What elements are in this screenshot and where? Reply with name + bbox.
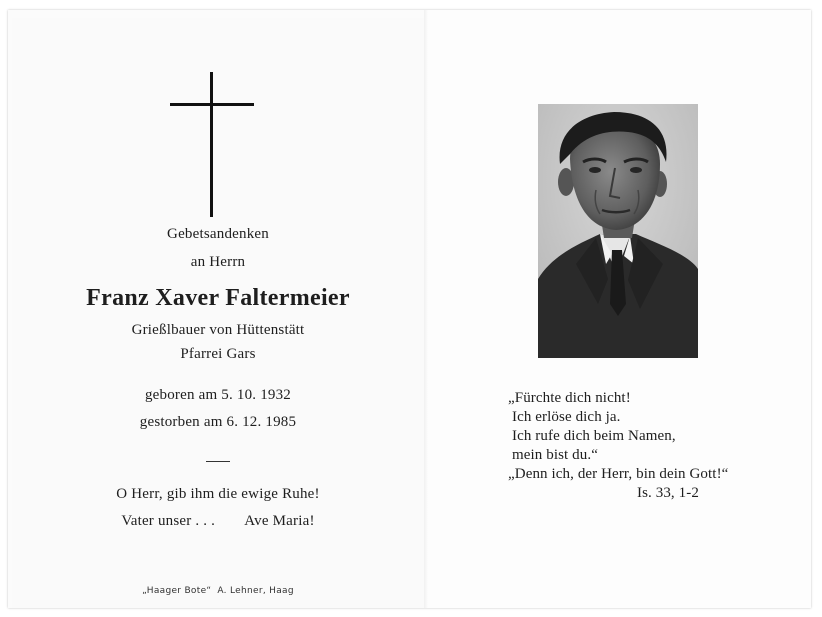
printer-location: A. Lehner, Haag: [217, 586, 294, 596]
memorial-card: [8, 10, 811, 608]
verse-line-5: „Denn ich, der Herr, bin dein Gott!“: [508, 466, 729, 482]
printer-imprint: [12, 586, 424, 596]
salutation-text: an Herrn: [190, 254, 246, 270]
right-panel: [428, 10, 811, 608]
closing-our-father: Vater unser . . .: [121, 513, 216, 529]
deceased-name: Franz Xaver Faltermeier: [86, 285, 350, 311]
verse-line-2: Ich erlöse dich ja.: [512, 409, 621, 425]
verse-line-1: „Fürchte dich nicht!: [508, 390, 631, 406]
verse-line-4: mein bist du.“: [512, 447, 598, 463]
occupation-text: Grießlbauer von Hüttenstätt: [131, 322, 305, 338]
closing-prayers: [12, 513, 424, 530]
closing-hail-mary: Ave Maria!: [244, 513, 315, 529]
death-date: gestorben am 6. 12. 1985: [139, 414, 297, 430]
birth-date: geboren am 5. 10. 1932: [144, 387, 292, 403]
verse-line-3: Ich rufe dich beim Namen,: [512, 428, 676, 444]
cross-icon: [170, 72, 254, 217]
left-panel: [12, 18, 424, 608]
prayer-text: O Herr, gib ihm die ewige Ruhe!: [116, 486, 320, 502]
portrait-photo: [538, 104, 698, 358]
verse-reference: Is. 33, 1-2: [637, 485, 699, 501]
divider: [206, 461, 230, 462]
parish-text: Pfarrei Gars: [180, 346, 256, 362]
printer-name: „Haager Bote“: [142, 586, 212, 596]
intro-text: Gebetsandenken: [167, 226, 269, 242]
